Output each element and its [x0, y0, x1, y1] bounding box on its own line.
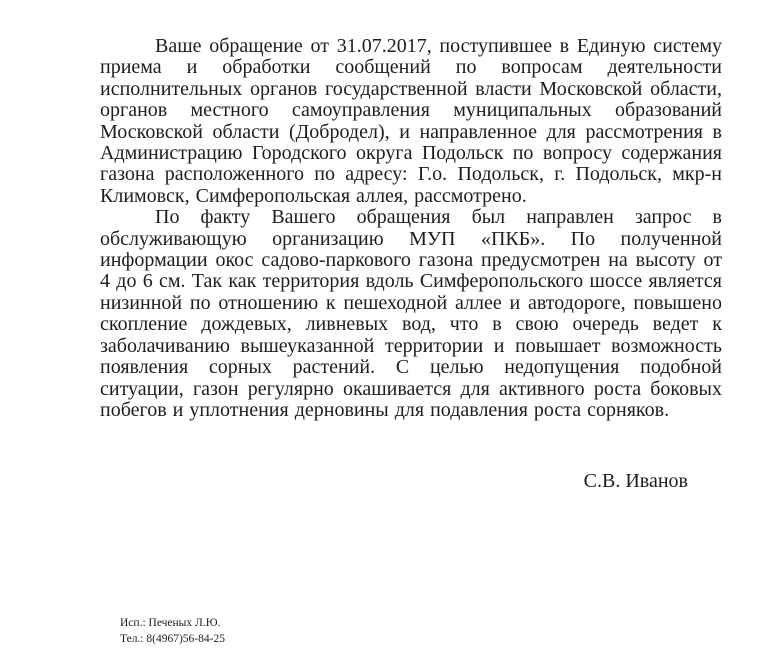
letter-body [100, 36, 722, 421]
paragraph-response-details: По факту Вашего обращения был направлен запрос в обслуживающую организацию МУП «ПКБ». По полученной информации окос садово-паркового газона предусмотрен на высоту от 4 до 6 см. Так как территория вдоль Симферопольского шоссе является низинной по отношению к пешеходной аллее и автодороге, повышено скопление дождевых, ливневых вод, что в свою очередь ведет к заболачиванию вышеуказанной территории и повышает возможность появления сорных растений. С целью недопущения подобной ситуации, газон регулярно окашивается для активного роста боковых побегов и уплотнения дерновины для подавления роста сорняков. [100, 206, 722, 421]
paragraph-appeal-summary: Ваше обращение от 31.07.2017, поступившее в Единую систему приема и обработки сообщений по вопросам деятельности исполнительных органов государственной власти Московской области, органов местного самоуправления муниципальных образований Московской области (Добродел), и направленное для рассмотрения в Администрацию Городского округа Подольск по вопросу содержания газона расположенного по адресу: Г.о. Подольск, г. Подольск, мкр-н Климовск, Симферопольская аллея, рассмотрено. [100, 35, 722, 207]
executor-block [120, 616, 225, 647]
phone-line: Тел.: 8(4967)56-84-25 [120, 632, 225, 645]
signature-name: С.В. Иванов [583, 470, 688, 492]
executor-line: Исп.: Печеных Л.Ю. [120, 617, 221, 629]
